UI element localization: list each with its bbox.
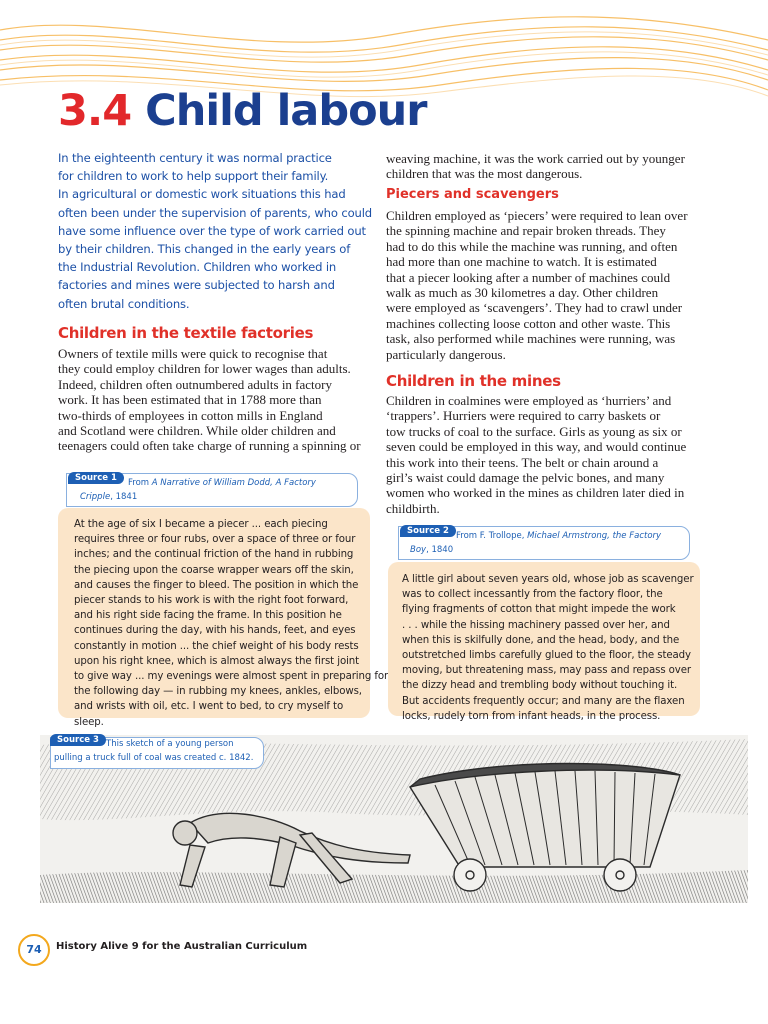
body-line: machines collecting loose cotton and other waste. This [386,315,671,331]
body-line: childbirth. [386,500,440,516]
quote-line: to give way ... my evenings were almost spent in preparing for [74,671,389,683]
source1-text [74,517,389,730]
body-line: teenagers could often take charge of running a spinning or [58,438,361,454]
quote-line: the dizzy head and trembling body without touching it. [402,680,678,692]
intro-line: In agricultural or domestic work situations this had [58,187,346,202]
quote-line: But accidents frequently occur; and many are the flaxen [402,695,685,707]
section-number: 3.4 [58,86,132,136]
textile-heading: Children in the textile factories [58,324,314,342]
intro-paragraph [58,149,372,313]
body-line: had more than one machine to watch. It is estimated [386,254,657,270]
quote-line: locks, rudely torn from infant heads, in the process. [402,710,661,722]
intro-line: for children to work to help support their family. [58,169,329,184]
mines-paragraph [386,393,716,516]
intro-line: often been under the supervision of parents, who could [58,205,372,220]
body-line: two-thirds of employees in cotton mills in England [58,407,323,423]
body-line: particularly dangerous. [386,346,506,362]
body-line: tow trucks of coal to the surface. Girls as young as six or [386,423,682,439]
intro-line: In the eighteenth century it was normal practice [58,151,332,165]
body-line: ‘trappers’. Hurriers were required to carry baskets or [386,408,661,424]
body-line: task, also performed while machines were running, was [386,331,676,347]
body-line: Children employed as ‘piecers’ were required to lean over [386,208,688,223]
quote-line: the following day — in rubbing my knees, ankles, elbows, [74,686,362,698]
body-line: Owners of textile mills were quick to recognise that [58,346,328,361]
intro-line: often brutal conditions. [58,296,190,311]
body-line: work. It has been estimated that in 1788 more than [58,392,322,408]
source2-text [402,572,694,724]
source3-caption-line: This sketch of a young person [106,739,234,749]
quote-line: and wrists with oil, etc. I went to bed, to cry myself to [74,701,344,713]
quote-line: requires three or four rubs, over a space of three or four [74,534,356,546]
quote-line: A little girl about seven years old, whose job as scavenger [402,574,694,585]
body-line: this work into their teens. The belt or chain around a [386,454,659,470]
page-number: 74 [18,934,50,966]
quote-line: moving, but threatening mass, may pass and repass over [402,665,691,677]
source1-caption: From A Narrative of William Dodd, A Factory Cripple, 1841 [80,478,316,502]
intro-line: have some influence over the type of work carried out [58,223,366,238]
quote-line: upon his right knee, which is almost always the first joint [74,655,360,667]
quote-line: At the age of six I became a piecer ... each piecing [74,519,328,530]
body-line: and Scotland were children. While older children and [58,423,336,439]
quote-line: flying fragments of cotton that might impede the work [402,604,676,616]
book-title: History Alive 9 for the Australian Curriculum [56,941,308,952]
page-title [58,86,426,136]
body-line: walk as much as 30 kilometres a day. Other children [386,285,659,301]
intro-line: the Industrial Revolution. Children who worked in [58,260,337,275]
body-line: seven could be employed in this way, and would continue [386,439,687,455]
body-line: girl’s waist could damage the pelvic bones, and many [386,470,665,486]
source2-caption: From F. Trollope, Michael Armstrong, the Factory Boy, 1840 [410,531,662,555]
continuation-paragraph [386,151,716,182]
body-line: weaving machine, it was the work carried out by younger [386,151,685,166]
intro-line: factories and mines were subjected to harsh and [58,278,335,293]
body-line: had to do this while the machine was running, and often [386,238,678,254]
body-line: were employed as ‘scavengers’. They had to crawl under [386,300,683,316]
quote-line: continues during the day, with his hands, feet, and eyes [74,625,356,637]
quote-line: piecer stands to his work is with the right foot forward, [74,595,349,607]
body-line: children that was the most dangerous. [386,166,583,182]
quote-line: outstretched limbs carefully glued to the floor, the steady [402,650,691,662]
mines-heading: Children in the mines [386,372,561,390]
quote-line: . . . while the hissing machinery passed over her, and [402,619,670,631]
source3-tag: Source 3 [50,734,106,746]
quote-line: when this is skilfully done, and the head, body, and the [402,634,680,646]
piecers-heading: Piecers and scavengers [386,187,559,202]
body-line: Indeed, children often outnumbered adults in factory [58,376,332,392]
quote-line: and causes the finger to bleed. The position in which the [74,579,359,591]
textile-paragraph [58,346,378,454]
quote-line: sleep. [74,716,104,728]
source3-caption [54,737,253,765]
piecers-paragraph [386,208,716,362]
body-line: they could employ children for lower wages than adults. [58,361,351,377]
quote-line: constantly in motion ... the chief weight of his body rests [74,640,359,652]
body-line: Children in coalmines were employed as ‘hurriers’ and [386,393,672,408]
body-line: women who worked in the mines as children later died in [386,485,685,501]
quote-line: was to collect incessantly from the factory floor, the [402,589,663,601]
body-line: that a piecer looking after a number of machines could [386,269,671,285]
quote-line: the piecing upon the coarse wrapper wears off the skin, [74,564,354,576]
quote-line: and his right side facing the frame. In this position he [74,610,342,622]
body-line: the spinning machine and repair broken threads. They [386,223,666,239]
intro-line: by their children. This changed in the early years of [58,242,351,257]
source1-tag: Source 1 [68,472,124,484]
quote-line: inches; and the continual friction of the hand in rubbing [74,549,354,561]
source2-tag: Source 2 [400,525,456,537]
title-text: Child labour [145,86,427,136]
source3-caption-line: pulling a truck full of coal was created c. 1842. [54,753,254,763]
